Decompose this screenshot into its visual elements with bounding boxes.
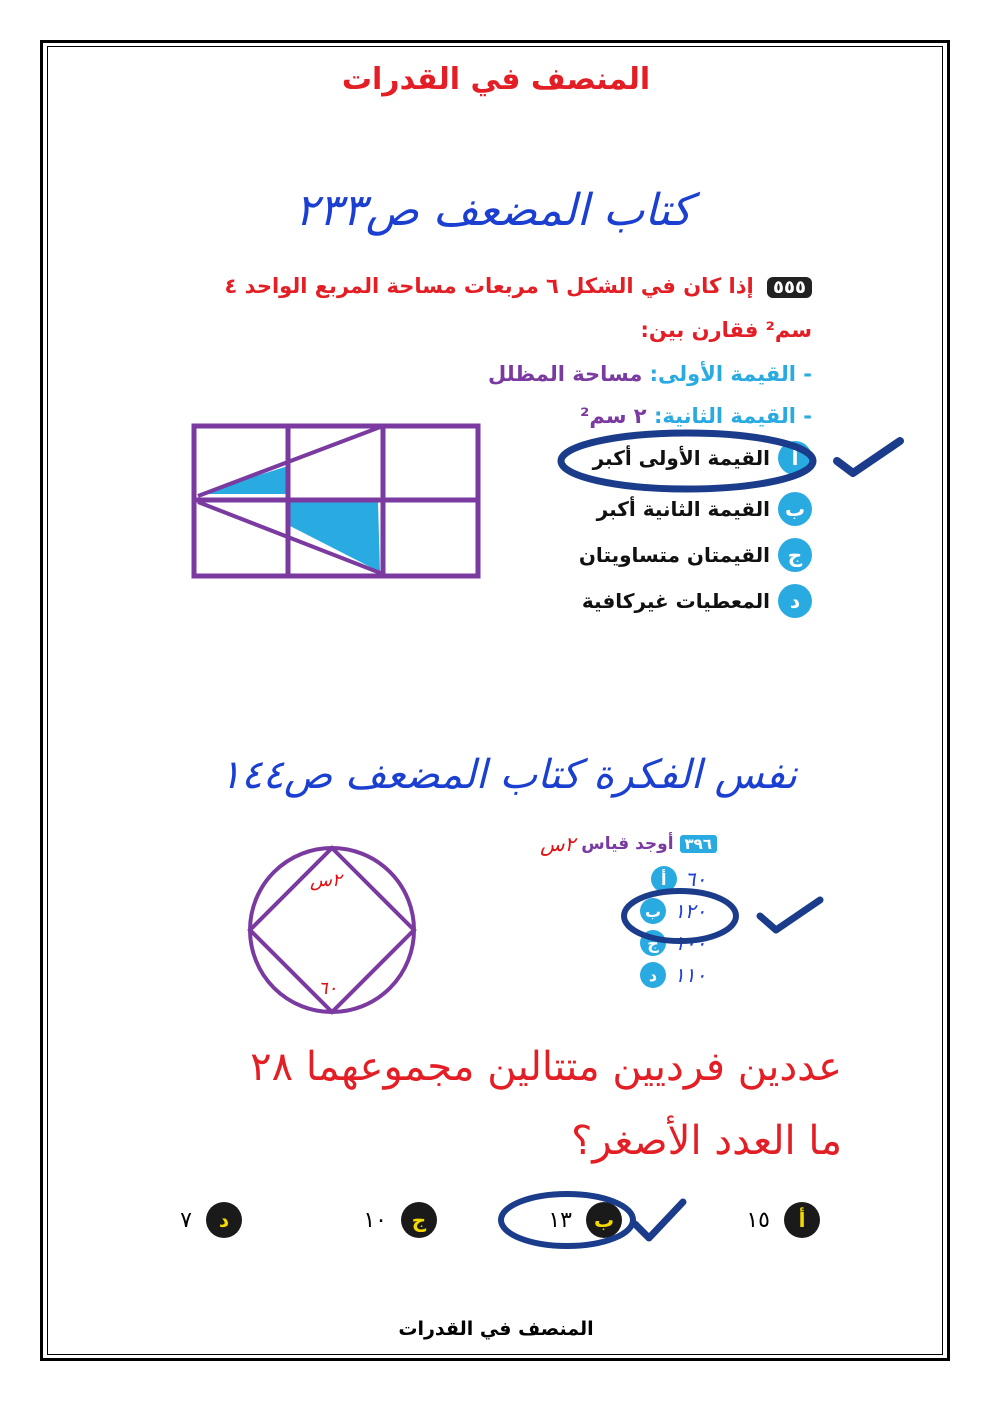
q1-value1-label: - القيمة الأولى: bbox=[649, 362, 812, 386]
q1-line1 bbox=[225, 274, 812, 298]
q1-option-c-text: القيمتان متساويتان bbox=[578, 543, 770, 567]
q2-answer-circle-mark bbox=[620, 886, 850, 946]
q1-option-a-text: القيمة الأولى أكبر bbox=[592, 446, 770, 470]
q1-option-c[interactable] bbox=[579, 538, 812, 572]
q1-line1-text: إذا كان في الشكل ٦ مربعات مساحة المربع الواحد ٤ bbox=[224, 274, 754, 298]
q3-option-a-value: ١٥ bbox=[746, 1207, 770, 1233]
q1-option-c-letter: ج bbox=[778, 538, 812, 572]
q1-value1-text: مساحة المظلل bbox=[487, 362, 643, 386]
q3-option-c-value: ١٠ bbox=[363, 1207, 387, 1233]
q1-option-a-letter: أ bbox=[778, 441, 812, 475]
q1-option-d-letter: د bbox=[778, 584, 812, 618]
q2-option-c-letter: ج bbox=[640, 930, 666, 956]
q1-option-b[interactable] bbox=[597, 492, 812, 526]
q3-option-c-letter: ج bbox=[401, 1202, 437, 1238]
q2-figure-label-top: ٢س bbox=[310, 870, 342, 891]
q1-value2-label: - القيمة الثانية: bbox=[653, 404, 812, 428]
q3-line2: ما العدد الأصغر؟ bbox=[571, 1118, 842, 1164]
q3-option-d[interactable] bbox=[180, 1202, 242, 1238]
q1-value1 bbox=[488, 362, 812, 386]
q2-option-c-value: ١٠٠ bbox=[674, 931, 707, 955]
q2-option-a-value: ٦٠ bbox=[684, 867, 707, 891]
q2-prompt bbox=[540, 832, 717, 856]
q1-option-b-text: القيمة الثانية أكبر bbox=[596, 497, 770, 521]
q1-answer-circle-mark bbox=[555, 425, 915, 495]
q1-number: ٥٥٥ bbox=[767, 277, 812, 298]
q3-option-c[interactable] bbox=[363, 1202, 437, 1238]
q2-option-b-letter: ب bbox=[640, 898, 666, 924]
q2-prompt-var: ٢س bbox=[540, 832, 576, 856]
q1-option-d[interactable] bbox=[582, 584, 812, 618]
q1-option-b-letter: ب bbox=[778, 492, 812, 526]
q3-option-b-letter: ب bbox=[586, 1202, 622, 1238]
q2-number: ٣٩٦ bbox=[680, 835, 717, 853]
q1-line2: سم² فقارن بين: bbox=[640, 318, 812, 342]
q3-line1: عددين فرديين متتالين مجموعهما ٢٨ bbox=[250, 1044, 842, 1090]
q2-option-a-letter: أ bbox=[651, 866, 677, 892]
q1-value2-text: ٢ سم² bbox=[580, 404, 647, 428]
q2-option-d[interactable] bbox=[640, 962, 706, 988]
q2-handwritten-reference: نفس الفكرة كتاب المضعف ص١٤٤ bbox=[219, 752, 797, 798]
page-footer: المنصف في القدرات bbox=[398, 1318, 594, 1340]
q3-option-d-letter: د bbox=[206, 1202, 242, 1238]
q2-figure-label-bottom: ٦٠ bbox=[318, 978, 338, 999]
q1-handwritten-reference: كتاب المضعف ص٢٣٣ bbox=[294, 185, 692, 236]
q1-option-d-text: المعطيات غيركافية bbox=[581, 589, 770, 613]
q2-option-b-value: ١٢٠ bbox=[674, 899, 707, 923]
q3-option-a-letter: أ bbox=[784, 1202, 820, 1238]
q1-grid-figure bbox=[190, 422, 485, 582]
q2-option-d-letter: د bbox=[640, 962, 666, 988]
q3-option-a[interactable] bbox=[746, 1202, 820, 1238]
q2-prompt-text: أوجد قياس bbox=[581, 834, 674, 854]
q3-option-b-value: ١٣ bbox=[548, 1207, 572, 1233]
q2-option-d-value: ١١٠ bbox=[674, 963, 707, 987]
q3-option-d-value: ٧ bbox=[180, 1207, 192, 1233]
page-title: المنصف في القدرات bbox=[341, 62, 651, 97]
q3-answer-circle-mark bbox=[495, 1190, 695, 1252]
